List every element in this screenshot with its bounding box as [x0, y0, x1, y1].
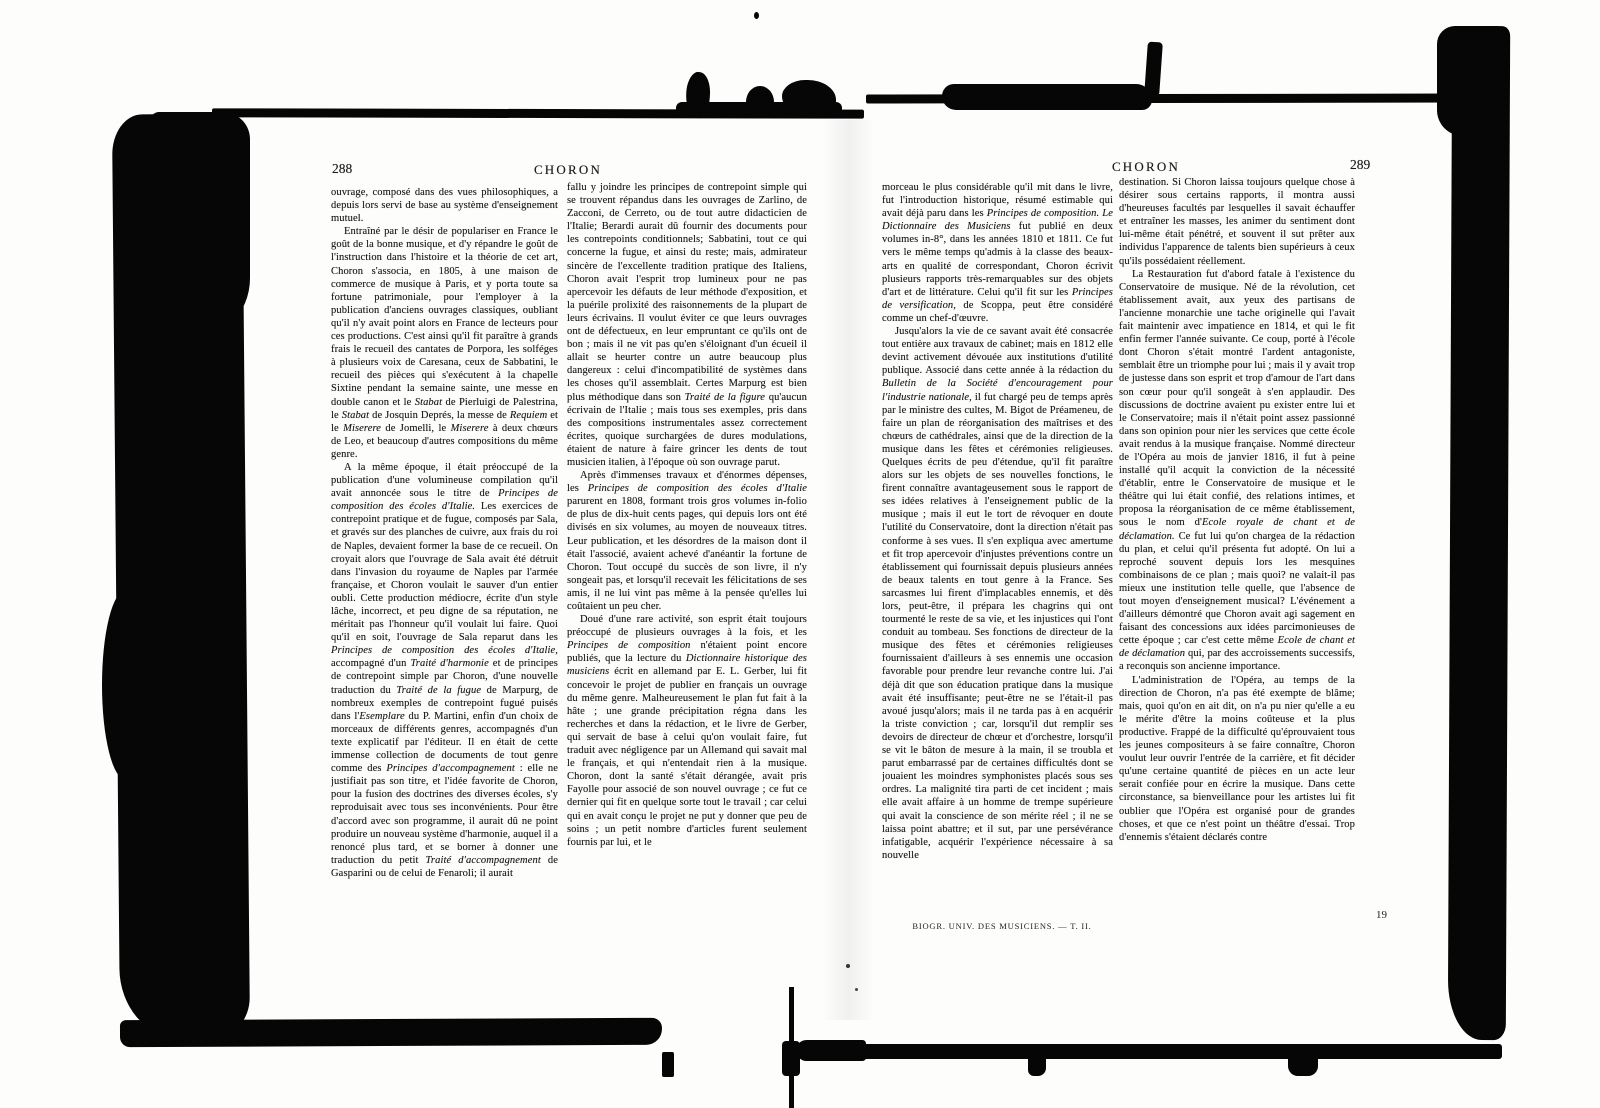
speck-top — [754, 12, 759, 19]
paragraph: destination. Si Choron laissa toujours quelque chose à désirer sous certains rapports, il montra aussi d'heureuses facultés par lesquelles il savait échauffer et entraîner les masses, les animer du sentiment dont lui-même était pénétré, et souvent il sut prêter aux individus l'apparence de talents bien supérieurs à ceux qu'ils possédaient réellement. — [1119, 177, 1355, 267]
right-column-1 — [882, 181, 1113, 929]
scan-edge-bottom-bar-left — [120, 1018, 662, 1047]
page-number-left: 288 — [332, 161, 353, 176]
scan-edge-bottom-bar-right — [806, 1044, 1502, 1059]
scan-edge-left-bump-mid — [102, 590, 150, 780]
paragraph: fallu y joindre les principes de contrepoint simple qui se trouvent répandus dans les ouvrages de Zarlino, de Zacconi, de Cerreto, ou de tout autre didacticien de l'Italie; Berardi aurait dû fournir des documents pour les contrepoints conditionnels; Sabbatini, tout ce qui concerne la fugue, et ainsi du reste; mais, admirateur sincère de l'excellente tradition pratique des Italiens, Choron avait l'esprit trop lumineux pour ne pas apercevoir les défauts de leur méthode d'exposition, et la puérile prolixité des raisonnements de la plupart de leurs écrivains. Il voulut éviter ce que leurs ouvrages ont de défectueux, en leur empruntant ce qu'ils ont de bon ; mais il ne vit pas qu'en s'éloignant d'un écueil il allait se heurter contre un autre beaucoup plus dangereux : celui d'incompatibilité de systèmes dans les choses qu'il assemblait. Certes Marpurg est bien plus méthodique dans son Traité de la figure qu'aucun écrivain de l'Italie ; mais tous ses exemples, pris dans des compositions instrumentales assez correctement écrites, quoique surchargées de dures modulations, étaient de nature à faire grincer les dents de tout musicien italien, à l'époque où son ouvrage parut. — [567, 182, 807, 468]
paragraph: morceau le plus considérable qu'il mit dans le livre, fut l'introduction historique, résumé estimable qui avait déjà paru dans les Principes de composition. Le Dictionnaire des Musiciens fut publié en deux volumes in-8°, dans les années 1810 et 1811. Ce fut vers le même temps qu'admis à la classe des beaux-arts en qualité de correspondant, Choron écrivit plusieurs rapports très-remarquables sur des objets d'art et de littérature. Celui qu'il fit sur les Principes de versification, de Scoppa, peut être considéré comme un chef-d'œuvre. — [882, 182, 1113, 324]
paragraph: Doué d'une rare activité, son esprit était toujours préoccupé de plusieurs ouvrages à la fois, et les Principes de composition n'étaient point encore publiés, que la lecture du Dictionnaire historique des musiciens écrit en allemand par E. L. Gerber, lui fit concevoir le projet de publier en français un ouvrage du même genre. Malheureusement le plan fut fait à la hâte ; une grande précipitation régna dans les recherches et dans la rédaction, et le livre de Gerber, qui servait de base à celui qu'on voulait faire, fut traduit avec négligence par un Allemand qui savait mal le français, et qui n'entendait rien à la musique. Choron, dont la santé s'était dérangée, avait pris Fayolle pour associé de son nouvel ouvrage ; ce fut ce dernier qui fit en quelque sorte tout le travail ; car celui qui en avait conçu le projet ne put y donner que peu de soins ; un petit nombre d'articles furent seulement fournis par lui, et le — [567, 614, 807, 848]
paragraph: Après d'immenses travaux et d'énormes dépenses, les Principes de composition des écoles d'Italie parurent en 1808, formant trois gros volumes in-folio de plus de dix-huit cents pages, qui depuis lors ont été divisés en six volumes, au moyen de nouveaux titres. Leur publication, et les désordres de la maison dont il était l'associé, avaient achevé d'anéantir la fortune de Choron. Tout occupé du succès de son livre, il n'y songeait pas, et lorsqu'il recevait les félicitations de ses amis, il ne lui vint pas même à la pensée qu'elles lui coûtaient un peu cher. — [567, 470, 807, 612]
paragraph: La Restauration fut d'abord fatale à l'existence du Conservatoire de musique. Né de la révolution, cet établissement avait, aux yeux des partisans de l'ancienne monarchie une tache originelle qui l'avait fait maintenir avec impatience en 1814, et qui le fit enfin fermer l'année suivante. Ce coup, porté à l'école dont Choron s'était montré l'ardent antagoniste, semblait être un triomphe pour lui ; mais il y avait trop de justesse dans son esprit et trop d'amour de l'art dans son cœur pour qu'il songeât à s'en applaudir. Des discussions de doctrine avaient pu exister entre lui et le Conservatoire; mais il n'était point assez passionné dans son opinion pour nier les services que cette école avait rendus à la musique française. Nommé directeur de l'Opéra au mois de janvier 1816, il fut à peine installé qu'il acquit la conviction de la nécessité d'établir, entre le Conservatoire de musique et le théâtre qui lui était confié, des relations intimes, et proposa la réorganisation de ce même établissement, sous le nom d'Ecole royale de chant et de déclamation. Ce fut lui qu'on chargea de la rédaction du plan, et celui qu'il présenta fut adopté. On lui a reproché souvent depuis lors les mesquines combinaisons de ce plan ; mais quoi? ne valait-il pas mieux une institution telle quelle, que l'absence de tout moyen d'enseignement musical? L'événement a d'ailleurs démontré que Choron avait agi sagement en faisant des concessions aux idées parcimonieuses de cette époque ; car c'est cette même Ecole de chant et de déclamation qui, par des accroissements successifs, a reconquis son ancienne importance. — [1119, 268, 1355, 673]
paragraph: Entraîné par le désir de populariser en France le goût de la bonne musique, et d'y répandre le goût de l'instruction dans l'histoire et la théorie de cet art, Choron s'associa, en 1805, à une maison de commerce de musique à Paris, et y porta toute sa fortune patrimoniale, pour l'employer à la publication d'anciens ouvrages classiques, oubliant qu'il n'y avait point alors en France de lecteurs pour ces productions. C'est ainsi qu'il fit paraître à grands frais le recueil des cantates de Porpora, les solféges à plusieurs voix de Caresana, ceux de Sabbatini, le recueil des pièces qui s'exécutent à la chapelle Sixtine pendant la semaine sainte, une messe en double canon et le Stabat de Pierluigi de Palestrina, le Stabat de Josquin Deprés, la messe de Requiem et le Miserere de Jomelli, le Miserere à deux chœurs de Leo, et beaucoup d'autres compositions du même genre. — [331, 226, 558, 460]
left-column-2 — [567, 181, 807, 933]
ink-vertical-line-foot — [782, 1041, 800, 1076]
page-number-right: 289 — [1350, 157, 1371, 172]
speck-gutter-a — [846, 964, 850, 968]
right-column-2 — [1119, 176, 1355, 936]
footer-sheet-number: 19 — [1376, 909, 1387, 921]
ink-foot-a — [1288, 1048, 1318, 1076]
left-column-1 — [331, 186, 558, 933]
paragraph: ouvrage, composé dans des vues philosophiques, a depuis lors servi de base au système d'enseignement mutuel. — [331, 187, 558, 225]
paragraph: Jusqu'alors la vie de ce savant avait été consacrée tout entière aux travaux de cabinet; mais en 1812 elle devint activement dévouée aux institutions d'utilité publique. Associé dans cette année à la rédaction du Bulletin de la Société d'encouragement pour l'industrie nationale, il fut chargé peu de temps après par le ministre des cultes, M. Bigot de Préameneu, de faire un plan de réorganisation des maîtrises et des chœurs de cathédrales, ainsi que de la direction de la musique dans les fêtes et cérémonies religieuses. Quelques écrits de peu d'étendue, qu'il fit paraître alors sur les objets de ses nouvelles fonctions, le firent connaître avantageusement sous le rapport de ses idées relatives à l'enseignement public de la musique ; mais il eut le tort de révoquer en doute l'utilité du Conservatoire, dont la direction n'était pas conforme à ses vues. Il s'en expliqua avec amertume et fit trop apercevoir d'injustes préventions contre un établissement qui fournissait depuis plusieurs années de beaux talents en tout genre à la France. Ses sarcasmes lui firent d'implacables ennemis, et dès lors, peut-être, il prépara les chagrins qui ont tourmenté le reste de sa vie, et les injustices qui l'ont conduit au tombeau. Ses fonctions de directeur de la musique des fêtes et cérémonies religieuses fournissaient d'ailleurs à ses ennemis une occasion favorable pour prendre leur revanche contre lui. J'ai déjà dit que son éducation pratique dans la musique avait été insuffisante; peut-être ne se l'était-il pas avoué jusqu'alors; mais il ne tarda pas à en acquérir la triste conviction ; car, lorsqu'il dut remplir ses devoirs de directeur de chœur et d'orchestre, lorsqu'il se vit le bâton de mesure à la main, il se troubla et parut embarrassé par de certaines difficultés dont se jouaient les moindres symphonistes placés sous ses ordres. La malignité tira parti de cet incident ; mais elle avait affaire à un homme de trempe supérieure qui avait la conscience de son mérite réel ; il ne se laissa point abattre; et il sut, par une persévérance infatigable, acquérir l'expérience nécessaire à sa nouvelle — [882, 326, 1113, 861]
paragraph: A la même époque, il était préoccupé de la publication d'une volumineuse compilation qu'il avait annoncée sous le titre de Principes de composition des écoles d'Italie. Les exercices de contrepoint pratique et de fugue, composés par Sala, et gravés sur des planches de cuivre, aux frais du roi de Naples, devaient former la base de ce recueil. On croyait alors que l'ouvrage de Sala avait été détruit dans l'invasion du royaume de Naples par l'armée française, et Choron voulait le sauver d'un entier oubli. Cette production médiocre, écrite d'un style lâche, incorrect, et peu digne de sa réputation, ne méritait pas l'honneur qu'il voulait lui faire. Quoi qu'il en soit, l'ouvrage de Sala reparut dans les Principes de composition des écoles d'Italie, accompagné d'un Traité d'harmonie et de principes de contrepoint simple par Choron, d'une nouvelle traduction du Traité de la fugue de Marpurg, de nombreux exemples de contrepoint fugué puisés dans l'Esemplare du P. Martini, enfin d'un choix de morceaux de différents genres, accompagnés d'un texte explicatif par l'éditeur. Il en était de cette immense collection de documents de tout genre comme des Principes d'accompagnement : elle ne justifiait pas son titre, et l'idée favorite de Choron, pour la fusion des doctrines des diverses écoles, s'y reproduisait avec tous ses inconvénients. Pour être d'accord avec son programme, il aurait dû ne point produire un nouveau système d'harmonie, auquel il a renoncé plus tard, et se borner à donner une traduction du petit Traité d'accompagnement de Gasparini ou de celui de Fenaroli; il aurait — [331, 461, 558, 879]
scan-edge-right-band-top — [1437, 26, 1507, 136]
ink-smear-top — [676, 102, 842, 117]
speck-gutter-b — [855, 988, 858, 991]
paragraph: L'administration de l'Opéra, au temps de la direction de Choron, n'a pas été exempte de blâme; mais, quoi qu'on en ait dit, on n'a pu nier qu'elle a eu le mérite d'être la moins coûteuse et la plus productive. Frappé de la difficulté qu'éprouvaient tous les jeunes compositeurs à se faire connaître, Choron voulut leur ouvrir l'entrée de la carrière, et fit décider qu'une certaine quantité de pièces en un acte leur serait confiée pour en écrire la musique. Dans cette circonstance, sa bienveillance pour les artistes lui fit oublier que l'Opéra est organisé pour de grandes choses, et que ce n'est point un théâtre d'essai. Trop d'ennemis s'étaient déclarés contre — [1119, 674, 1355, 843]
ink-tick-top-right — [1144, 42, 1163, 97]
running-head-right: CHORON — [1111, 159, 1181, 174]
scan-edge-right-band — [1448, 26, 1510, 1040]
ink-blot-top-right — [942, 84, 1152, 110]
gutter-shadow — [822, 120, 874, 1020]
ink-foot-b — [1028, 1050, 1046, 1076]
footer-signature: BIOGR. UNIV. DES MUSICIENS. — T. II. — [912, 921, 1092, 931]
ink-tick-bottom — [662, 1052, 674, 1077]
scan-edge-left-bump-top — [150, 112, 250, 342]
running-head-left: CHORON — [533, 162, 603, 177]
scan-edge-bottom-taper — [796, 1040, 866, 1061]
